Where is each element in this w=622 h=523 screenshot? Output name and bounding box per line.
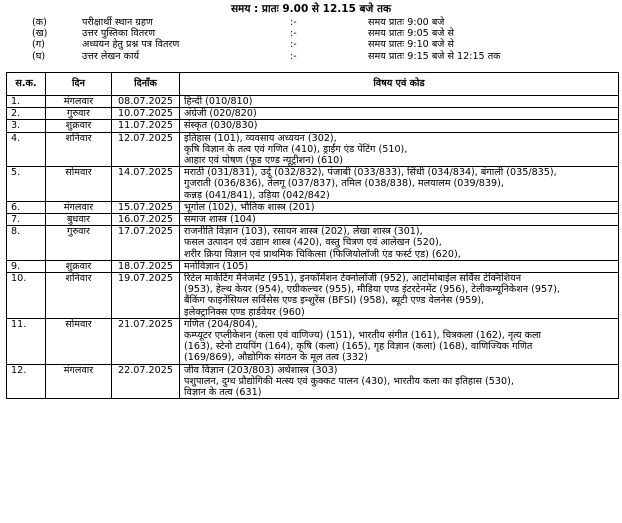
day-cell: शनिवार xyxy=(46,132,112,167)
serial-number-cell: 4. xyxy=(7,132,46,167)
subject-cell xyxy=(180,96,619,108)
date-cell: 19.07.2025 xyxy=(112,273,180,319)
schedule-time: समय प्रातः 9:05 बजे से xyxy=(368,28,454,40)
schedule-separator: :- xyxy=(290,28,297,40)
date-cell: 12.07.2025 xyxy=(112,132,180,167)
subject-cell xyxy=(180,273,619,319)
table-row xyxy=(7,260,619,272)
schedule-label: उत्तर पुस्तिका वितरण xyxy=(82,28,156,40)
subject-line: भूगोल (102), भौतिक शास्त्र (201) xyxy=(184,201,315,213)
serial-number-cell: 5. xyxy=(7,167,46,202)
subject-cell xyxy=(180,226,619,261)
schedule-label: अध्ययन हेतु प्रश्न पत्र वितरण xyxy=(82,39,180,51)
schedule-label: परीक्षार्थी स्थान ग्रहण xyxy=(82,17,153,28)
subject-cell xyxy=(180,214,619,226)
date-cell: 21.07.2025 xyxy=(112,318,180,364)
date-cell: 10.07.2025 xyxy=(112,108,180,120)
subject-line: (953), हेल्थ केयर (954), एग्रीकल्चर (955), मीडिया एण्ड इंटरटेनमेंट (956), टेलीकम्यूनिकेशन (957), xyxy=(184,284,561,296)
subject-line: फसल उत्पादन एवं उद्यान शास्त्र (420), वस्तु चित्रण एवं आलेखन (520), xyxy=(184,237,442,249)
day-cell: शुक्रवार xyxy=(46,260,112,272)
schedule-separator: :- xyxy=(290,39,297,51)
table-row xyxy=(7,108,619,120)
day-cell: बुधवार xyxy=(46,214,112,226)
table-row xyxy=(7,96,619,108)
day-cell: शुक्रवार xyxy=(46,120,112,132)
schedule-separator: :- xyxy=(290,17,297,28)
table-row xyxy=(7,132,619,167)
table-row xyxy=(7,273,619,319)
schedule-code: (ग) xyxy=(32,39,45,51)
subject-line: आहार एवं पोषण (फूड एण्ड न्यूट्रीशन) (610) xyxy=(184,155,344,167)
serial-number-cell: 11. xyxy=(7,318,46,364)
day-cell: मंगलवार xyxy=(46,364,112,399)
subject-cell xyxy=(180,364,619,399)
date-cell: 16.07.2025 xyxy=(112,214,180,226)
date-cell: 15.07.2025 xyxy=(112,201,180,213)
subject-line: (169/869), औद्योगिक संगठन के मूल तत्व (332) xyxy=(184,352,368,364)
subject-line: गुजराती (036/836), तेलगू (037/837), तमिल (038/838), मलयालम (039/839), xyxy=(184,178,504,190)
date-cell: 08.07.2025 xyxy=(112,96,180,108)
schedule-label: उत्तर लेखन कार्य xyxy=(82,50,140,62)
subject-line: पशुपालन, दुग्ध प्रौद्योगिकी मत्स्य एवं कुक्कट पालन (430), भारतीय कला का इतिहास (530), xyxy=(184,375,514,387)
serial-number-cell: 8. xyxy=(7,226,46,261)
exam-timing-title: समय : प्रातः 9.00 से 12.15 बजे तक xyxy=(230,3,392,15)
subject-line: कम्प्यूटर एप्लीकेशन (कला एवं वाणिज्य) (151), भारतीय संगीत (161), चित्रकला (162), नृत्य कला xyxy=(184,330,541,342)
schedule-code: (क) xyxy=(32,17,47,28)
schedule-code: (ख) xyxy=(32,28,48,40)
day-cell: शनिवार xyxy=(46,273,112,319)
subject-cell xyxy=(180,108,619,120)
date-cell: 22.07.2025 xyxy=(112,364,180,399)
subject-line: विज्ञान के तत्व (631) xyxy=(184,387,262,399)
header-date: दिनाँक xyxy=(112,73,180,96)
schedule-item xyxy=(0,28,622,39)
subject-cell xyxy=(180,260,619,272)
table-row xyxy=(7,120,619,132)
subject-line: कन्नड़ (041/841), उड़िया (042/842) xyxy=(184,189,330,201)
day-cell: सोमवार xyxy=(46,167,112,202)
table-row xyxy=(7,226,619,261)
serial-number-cell: 2. xyxy=(7,108,46,120)
serial-number-cell: 1. xyxy=(7,96,46,108)
table-header-row xyxy=(7,73,619,96)
table-row xyxy=(7,364,619,399)
subject-cell xyxy=(180,167,619,202)
subject-line: मराठी (031/831), उर्दू (032/832), पंजाबी (033/833), सिंधी (034/834), बंगाली (035/835), xyxy=(184,167,557,179)
schedule-item xyxy=(0,51,622,62)
subject-line: समाज शास्त्र (104) xyxy=(184,214,256,226)
date-cell: 18.07.2025 xyxy=(112,260,180,272)
date-cell: 11.07.2025 xyxy=(112,120,180,132)
exam-timetable xyxy=(6,72,619,399)
subject-line: राजनीति विज्ञान (103), रसायन शास्त्र (202), लेखा शास्त्र (301), xyxy=(184,226,423,238)
day-cell: मंगलवार xyxy=(46,96,112,108)
schedule-time: समय प्रातः 9:00 बजे xyxy=(368,17,445,28)
subject-line: संस्कृत (030/830) xyxy=(184,120,258,132)
subject-line: अंग्रेजी (020/820) xyxy=(184,108,257,120)
header-day: दिन xyxy=(46,73,112,96)
subject-line: मनोविज्ञान (105) xyxy=(184,260,249,272)
day-cell: गुरुवार xyxy=(46,108,112,120)
subject-cell xyxy=(180,120,619,132)
schedule-item xyxy=(0,17,622,28)
subject-line: रिटेल मार्केटिंग मैनेजमेंट (951), इनफॉर्मेशन टेक्नोलॉजी (952), आटोमोबाईल सर्विस टेक्निशियन xyxy=(184,273,522,285)
table-row xyxy=(7,201,619,213)
serial-number-cell: 6. xyxy=(7,201,46,213)
subject-line: (163), स्टेनो टायपिंग (164), कृषि (कला) (165), गृह विज्ञान (कला) (168), वाणिज्यिक गणित xyxy=(184,341,533,353)
header-serial-number: स.क. xyxy=(7,73,46,96)
date-cell: 14.07.2025 xyxy=(112,167,180,202)
subject-line: इतिहास (101), व्यवसाय अध्ययन (302), xyxy=(184,132,337,144)
subject-line: जीव विज्ञान (203/803) अर्थशास्त्र (303) xyxy=(184,364,338,376)
schedule-time: समय प्रातः 9:15 बजे से 12:15 तक xyxy=(368,50,501,62)
schedule-code: (घ) xyxy=(32,50,46,62)
day-cell: गुरुवार xyxy=(46,226,112,261)
subject-line: इलेक्ट्रानिक्स एण्ड हार्डवेयर (960) xyxy=(184,306,305,318)
schedule-item xyxy=(0,39,622,50)
subject-line: हिन्दी (010/810) xyxy=(184,96,253,107)
serial-number-cell: 3. xyxy=(7,120,46,132)
table-row xyxy=(7,214,619,226)
subject-cell xyxy=(180,318,619,364)
day-cell: मंगलवार xyxy=(46,201,112,213)
subject-line: बैंकिंग फाइनेंसियल सर्विसेस एण्ड इन्शुरेंस (BFSI) (958), ब्यूटी एण्ड वेलनेस (959), xyxy=(184,295,485,307)
serial-number-cell: 12. xyxy=(7,364,46,399)
subject-cell xyxy=(180,201,619,213)
subject-cell xyxy=(180,132,619,167)
header-subject-code: विषय एवं कोड xyxy=(180,73,619,96)
subject-line: शरीर क्रिया विज्ञान एवं प्राथमिक चिकित्सा (फिजियोलॉजी एंड फर्स्ट एड) (620), xyxy=(184,248,461,260)
schedule-list xyxy=(0,17,622,62)
day-cell: सोमवार xyxy=(46,318,112,364)
serial-number-cell: 10. xyxy=(7,273,46,319)
serial-number-cell: 9. xyxy=(7,260,46,272)
table-row xyxy=(7,167,619,202)
subject-line: कृषि विज्ञान के तत्व एवं गणित (410), ड्राईंग एंड पेंटिंग (510), xyxy=(184,143,408,155)
subject-line: गणित (204/804), xyxy=(184,318,258,330)
table-row xyxy=(7,318,619,364)
schedule-separator: :- xyxy=(290,50,297,62)
serial-number-cell: 7. xyxy=(7,214,46,226)
schedule-time: समय प्रातः 9:10 बजे से xyxy=(368,39,454,51)
date-cell: 17.07.2025 xyxy=(112,226,180,261)
